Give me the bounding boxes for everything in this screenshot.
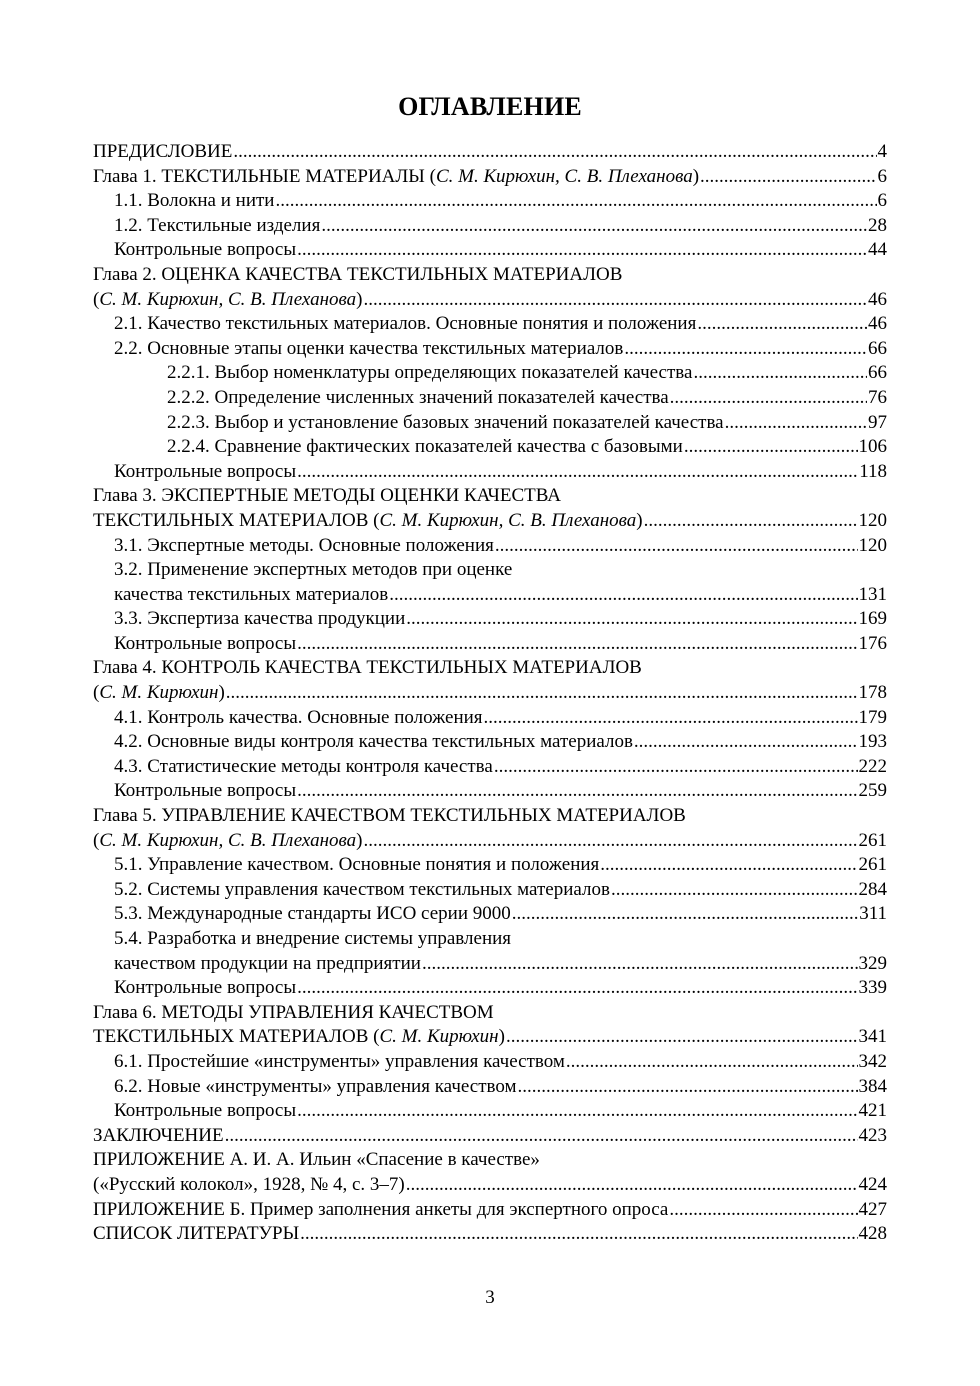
toc-entry-text: 1.2. Текстильные изделия: [114, 214, 321, 236]
dot-leader: [275, 189, 876, 214]
toc-entry-text: Глава 5. УПРАВЛЕНИЕ КАЧЕСТВОМ ТЕКСТИЛЬНЫХ МАТЕРИАЛОВ: [93, 805, 686, 827]
toc-entry-text: 6.1. Простейшие «инструменты» управления качеством: [114, 1050, 565, 1072]
dot-leader: [389, 583, 857, 608]
toc-page-number: 169: [858, 608, 887, 630]
toc-entry-text: ПРЕДИСЛОВИЕ: [93, 141, 233, 162]
toc-entry-text: 5.4. Разработка и внедрение системы управления: [114, 928, 512, 949]
toc-entry[interactable]: [93, 1050, 887, 1075]
toc-entry[interactable]: [93, 312, 887, 337]
dot-leader: [233, 140, 876, 165]
toc-entry-text: 2.2.2. Определение численных значений показателей качества: [167, 386, 669, 408]
toc-entry-title: [114, 1050, 565, 1075]
page-number: 3: [485, 1287, 495, 1308]
toc-entry-text: качеством продукции на предприятии: [114, 952, 421, 974]
toc-entry[interactable]: [93, 681, 887, 706]
toc-entry-title: [114, 312, 696, 337]
toc-entry[interactable]: [93, 263, 887, 288]
toc-entry-text: (: [93, 682, 100, 704]
toc-entry-text-end: ): [636, 509, 643, 531]
toc-entry-title: [114, 632, 296, 657]
toc-entry-text: 3.1. Экспертные методы. Основные положения: [114, 534, 494, 556]
dot-leader: [297, 460, 858, 485]
toc-entry-title: [114, 337, 623, 362]
toc-page-number: 428: [858, 1223, 887, 1245]
dot-leader: [297, 779, 857, 804]
toc-entry-text: Контрольные вопросы: [114, 1100, 297, 1122]
toc-entry[interactable]: [93, 1148, 887, 1173]
toc-entry[interactable]: [93, 214, 887, 239]
toc-entry[interactable]: [93, 460, 887, 485]
toc-entry[interactable]: [93, 1099, 887, 1124]
dot-leader: [644, 509, 858, 534]
toc-page-number: 329: [858, 952, 887, 974]
dot-leader: [566, 1050, 858, 1075]
toc-page-number: 284: [858, 878, 887, 900]
toc-entry-title: [167, 386, 669, 411]
toc-entry[interactable]: [93, 1075, 887, 1100]
dot-leader: [484, 706, 858, 731]
toc-entry-title: [93, 1173, 405, 1198]
dot-leader: [697, 312, 867, 337]
toc-entry-text: Контрольные вопросы: [114, 239, 297, 261]
toc-page-number: 28: [868, 214, 887, 236]
toc-page-number: 341: [858, 1026, 887, 1048]
toc-entry-title: [93, 1124, 224, 1149]
toc-page-number: 427: [858, 1198, 887, 1220]
toc-entry-text: Глава 2. ОЦЕНКА КАЧЕСТВА ТЕКСТИЛЬНЫХ МАТЕРИАЛОВ: [93, 263, 623, 285]
toc-entry[interactable]: [93, 878, 887, 903]
toc-entry-text: 2.2.4. Сравнение фактических показателей качества с базовыми: [167, 436, 683, 458]
toc-entry-text: 1.1. Волокна и нити: [114, 190, 275, 212]
toc-entry[interactable]: [93, 509, 887, 534]
toc-entry[interactable]: [93, 976, 887, 1001]
toc-page-number: 311: [859, 903, 887, 925]
toc-entry-text: 3.2. Применение экспертных методов при оценке: [114, 559, 513, 581]
toc-entry-text: 3.3. Экспертиза качества продукции: [114, 608, 406, 630]
toc-entry-text: Глава 3. ЭКСПЕРТНЫЕ МЕТОДЫ ОЦЕНКИ КАЧЕСТВА: [93, 485, 561, 507]
toc-entry-title: [93, 1198, 668, 1223]
toc-page-number: 193: [858, 731, 887, 753]
toc-entry-title: [93, 509, 643, 534]
dot-leader: [669, 1198, 857, 1223]
toc-entry-title: [114, 878, 610, 903]
toc-entry-title: [114, 238, 296, 263]
toc-page-number: 46: [868, 288, 887, 310]
dot-leader: [422, 952, 858, 977]
table-of-contents: [93, 140, 887, 1247]
toc-page-number: 46: [868, 313, 887, 335]
toc-entry-title: [167, 361, 692, 386]
dot-leader: [363, 829, 857, 854]
toc-entry[interactable]: [93, 853, 887, 878]
dot-leader: [406, 1173, 858, 1198]
toc-entry-text: 2.2.1. Выбор номенклатуры определяющих показателей качества: [167, 362, 693, 384]
toc-page-number: 424: [858, 1173, 887, 1195]
toc-entry-title: [93, 829, 362, 854]
toc-page-number: 176: [858, 632, 887, 654]
toc-entry-text-end: ): [218, 682, 225, 704]
toc-page-number: 179: [858, 706, 887, 728]
toc-entry-title: [93, 263, 622, 288]
toc-page-number: 178: [858, 682, 887, 704]
toc-entry-title: [93, 165, 699, 190]
toc-page-number: 261: [858, 829, 887, 851]
toc-page-number: 222: [858, 755, 887, 777]
dot-leader: [300, 1222, 857, 1247]
toc-entry[interactable]: [93, 902, 887, 927]
dot-leader: [600, 853, 857, 878]
dot-leader: [494, 755, 858, 780]
toc-entry-text: 2.1. Качество текстильных материалов. Основные понятия и положения: [114, 313, 697, 335]
toc-entry[interactable]: [93, 1198, 887, 1223]
toc-entry-text: Контрольные вопросы: [114, 780, 297, 802]
toc-entry-text: 2.2.3. Выбор и установление базовых значений показателей качества: [167, 411, 724, 433]
toc-entry-text: 4.1. Контроль качества. Основные положения: [114, 706, 483, 728]
toc-entry[interactable]: [93, 804, 887, 829]
toc-entry-title: [114, 583, 388, 608]
toc-page-number: 4: [877, 141, 887, 162]
toc-entry-text: 4.3. Статистические методы контроля качества: [114, 755, 493, 777]
toc-entry[interactable]: [93, 952, 887, 977]
toc-entry[interactable]: [93, 1025, 887, 1050]
toc-entry-text: 5.1. Управление качеством. Основные понятия и положения: [114, 854, 600, 876]
toc-entry-authors: С. М. Кирюхин, С. В. Плеханова: [435, 165, 693, 187]
toc-entry-title: [114, 853, 599, 878]
toc-page-number: 118: [859, 460, 887, 482]
dot-leader: [700, 165, 876, 190]
dot-leader: [321, 214, 867, 239]
dot-leader: [693, 361, 867, 386]
dot-leader: [611, 878, 858, 903]
toc-entry[interactable]: [93, 484, 887, 509]
dot-leader: [297, 976, 857, 1001]
toc-entry-title: [93, 1222, 299, 1247]
toc-entry[interactable]: [93, 656, 887, 681]
toc-entry-text-end: ): [692, 165, 700, 187]
toc-entry-authors: С. М. Кирюхин, С. В. Плеханова: [99, 829, 357, 851]
toc-entry-text: (: [93, 288, 100, 310]
toc-entry-title: [114, 902, 511, 927]
dot-leader: [363, 288, 867, 313]
toc-entry-text: ПРИЛОЖЕНИЕ Б. Пример заполнения анкеты для экспертного опроса: [93, 1198, 669, 1220]
toc-entry[interactable]: [93, 1124, 887, 1149]
dot-leader: [297, 238, 867, 263]
toc-entry[interactable]: [93, 337, 887, 362]
toc-entry-text-end: ): [356, 288, 363, 310]
toc-entry-authors: С. М. Кирюхин: [99, 682, 219, 704]
toc-page-number: 76: [868, 386, 887, 408]
toc-entry-title: [114, 927, 511, 952]
dot-leader: [495, 534, 858, 559]
toc-entry-text: Контрольные вопросы: [114, 977, 297, 999]
dot-leader: [684, 435, 858, 460]
toc-entry[interactable]: [93, 755, 887, 780]
dot-leader: [226, 681, 858, 706]
dot-leader: [725, 411, 867, 436]
toc-entry-title: [114, 607, 405, 632]
toc-entry-title: [167, 411, 724, 436]
toc-entry-authors: С. М. Кирюхин, С. В. Плеханова: [99, 288, 357, 310]
toc-entry[interactable]: [93, 706, 887, 731]
toc-entry-title: [93, 681, 225, 706]
toc-entry-title: [114, 534, 494, 559]
dot-leader: [670, 386, 867, 411]
toc-entry-text: 6.2. Новые «инструменты» управления качеством: [114, 1075, 517, 1097]
toc-page-number: 44: [868, 239, 887, 261]
toc-page-number: 259: [858, 780, 887, 802]
dot-leader: [634, 730, 858, 755]
toc-page-number: 384: [858, 1075, 887, 1097]
page-title: ОГЛАВЛЕНИЕ: [398, 92, 582, 121]
toc-entry-text: Глава 4. КОНТРОЛЬ КАЧЕСТВА ТЕКСТИЛЬНЫХ МАТЕРИАЛОВ: [93, 657, 642, 679]
toc-page-number: 131: [858, 583, 887, 605]
toc-entry-title: [114, 952, 421, 977]
toc-page-number: 97: [868, 411, 887, 433]
toc-entry[interactable]: [93, 607, 887, 632]
toc-entry-title: [114, 558, 512, 583]
dot-leader: [518, 1075, 858, 1100]
toc-entry[interactable]: [93, 558, 887, 583]
dot-leader: [406, 607, 857, 632]
dot-leader: [512, 902, 858, 927]
toc-entry-text: 5.3. Международные стандарты ИСО серии 9000: [114, 903, 511, 925]
toc-entry-text: 4.2. Основные виды контроля качества текстильных материалов: [114, 731, 633, 753]
toc-page-number: 423: [858, 1124, 887, 1146]
toc-entry[interactable]: [93, 534, 887, 559]
toc-entry-text-end: ): [498, 1026, 505, 1048]
toc-page-number: 421: [858, 1100, 887, 1122]
toc-entry-title: [114, 730, 633, 755]
toc-page-number: 66: [868, 337, 887, 359]
toc-entry-text: Контрольные вопросы: [114, 632, 297, 654]
toc-entry-title: [93, 1001, 494, 1026]
toc-entry-title: [114, 460, 296, 485]
toc-entry-text: («Русский колокол», 1928, № 4, с. 3–7): [93, 1173, 405, 1195]
toc-page-number: 339: [858, 977, 887, 999]
toc-entry-text: Контрольные вопросы: [114, 460, 297, 482]
toc-entry-text: 2.2. Основные этапы оценки качества текстильных материалов: [114, 337, 624, 359]
toc-entry-text: качества текстильных материалов: [114, 583, 389, 605]
dot-leader: [225, 1124, 858, 1149]
toc-page-number: 261: [858, 854, 887, 876]
toc-entry-title: [114, 976, 296, 1001]
toc-page-number: 6: [877, 190, 887, 212]
dot-leader: [297, 632, 857, 657]
toc-entry-title: [93, 140, 232, 165]
toc-entry[interactable]: [93, 435, 887, 460]
toc-entry[interactable]: [93, 361, 887, 386]
toc-entry[interactable]: [93, 1001, 887, 1026]
toc-entry-title: [93, 484, 561, 509]
toc-entry[interactable]: [93, 730, 887, 755]
toc-entry-title: [114, 1075, 517, 1100]
toc-entry-text: ПРИЛОЖЕНИЕ А. И. А. Ильин «Спасение в качестве»: [93, 1149, 540, 1171]
toc-page-number: 6: [877, 165, 887, 187]
toc-entry-text-end: ): [356, 829, 363, 851]
toc-entry-authors: С. М. Кирюхин: [379, 1026, 499, 1048]
toc-entry[interactable]: [93, 165, 887, 190]
toc-entry[interactable]: [93, 779, 887, 804]
toc-entry[interactable]: [93, 238, 887, 263]
toc-page-number: 342: [858, 1050, 887, 1072]
toc-entry-text: Глава 6. МЕТОДЫ УПРАВЛЕНИЯ КАЧЕСТВОМ: [93, 1001, 494, 1023]
toc-entry-text: ЗАКЛЮЧЕНИЕ: [93, 1124, 224, 1146]
toc-entry-text: ТЕКСТИЛЬНЫХ МАТЕРИАЛОВ (: [93, 1026, 380, 1048]
toc-entry-title: [93, 656, 642, 681]
toc-entry-title: [93, 1025, 505, 1050]
dot-leader: [506, 1025, 858, 1050]
toc-entry-text: (: [93, 829, 100, 851]
toc-entry[interactable]: [93, 829, 887, 854]
toc-entry[interactable]: [93, 288, 887, 313]
toc-entry-text: Глава 1. ТЕКСТИЛЬНЫЕ МАТЕРИАЛЫ (: [93, 165, 436, 187]
toc-entry[interactable]: [93, 386, 887, 411]
toc-entry-title: [114, 1099, 296, 1124]
toc-entry-authors: С. М. Кирюхин, С. В. Плеханова: [379, 509, 637, 531]
toc-entry[interactable]: [93, 140, 887, 165]
toc-entry-title: [114, 189, 274, 214]
toc-entry[interactable]: [93, 411, 887, 436]
toc-entry-title: [93, 288, 362, 313]
toc-entry[interactable]: [93, 632, 887, 657]
toc-entry[interactable]: [93, 927, 887, 952]
dot-leader: [624, 337, 867, 362]
toc-entry-title: [114, 779, 296, 804]
toc-page-number: 120: [858, 534, 887, 556]
toc-entry[interactable]: [93, 1173, 887, 1198]
toc-entry-title: [167, 435, 683, 460]
toc-entry-text: 5.2. Системы управления качеством текстильных материалов: [114, 878, 610, 900]
toc-entry-title: [93, 1148, 540, 1173]
toc-entry[interactable]: [93, 583, 887, 608]
toc-page-number: 106: [858, 436, 887, 458]
toc-entry-title: [114, 706, 483, 731]
toc-entry-text: СПИСОК ЛИТЕРАТУРЫ: [93, 1223, 300, 1245]
toc-entry-title: [114, 755, 493, 780]
toc-entry-text: ТЕКСТИЛЬНЫХ МАТЕРИАЛОВ (: [93, 509, 380, 531]
toc-page-number: 120: [858, 509, 887, 531]
dot-leader: [297, 1099, 857, 1124]
toc-entry[interactable]: [93, 189, 887, 214]
toc-page-number: 66: [868, 362, 887, 384]
toc-entry-title: [93, 804, 686, 829]
toc-entry-title: [114, 214, 320, 239]
toc-entry[interactable]: [93, 1222, 887, 1247]
